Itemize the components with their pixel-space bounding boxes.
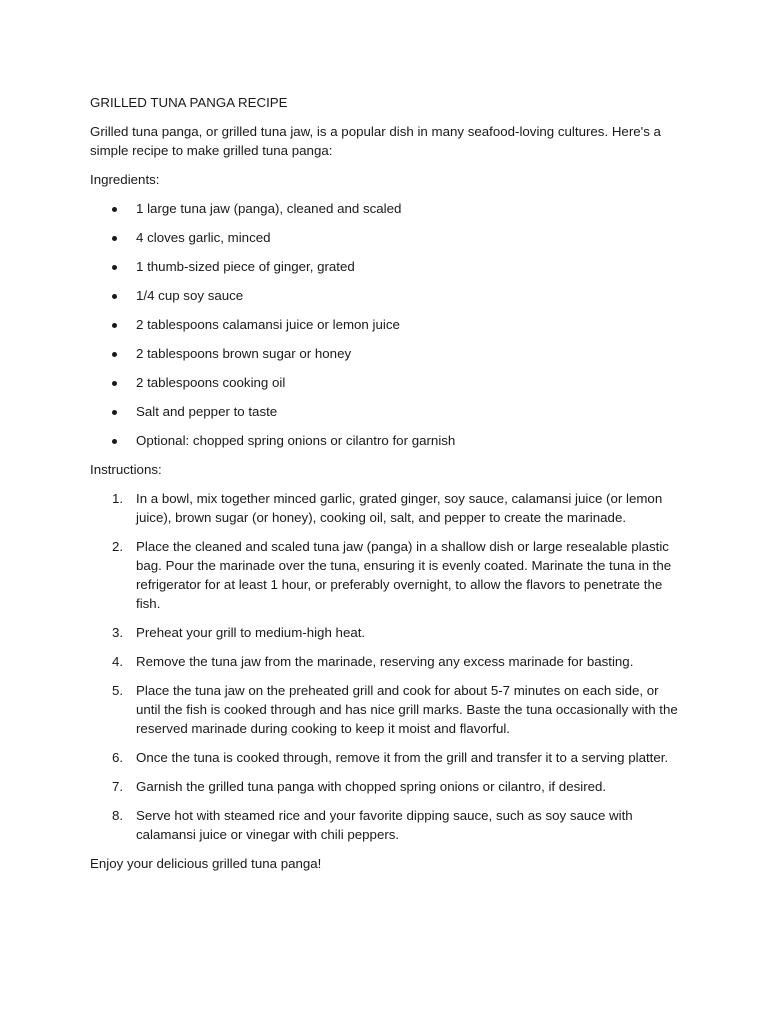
step-number: 6. bbox=[112, 750, 124, 765]
step-number: 4. bbox=[112, 654, 124, 669]
ingredient-item bbox=[90, 199, 668, 218]
bullet-icon bbox=[112, 323, 117, 328]
instruction-step bbox=[90, 748, 684, 767]
instruction-step bbox=[90, 537, 684, 613]
step-number: 8. bbox=[112, 808, 124, 823]
closing-line: Enjoy your delicious grilled tuna panga! bbox=[90, 856, 322, 871]
ingredient-text: 1 thumb-sized piece of ginger, grated bbox=[136, 259, 355, 274]
step-text: In a bowl, mix together minced garlic, grated ginger, soy sauce, calamansi juice (or lemon juice), brown sugar (or honey), cooking oil, salt, and pepper to create the marinade. bbox=[136, 491, 663, 525]
ingredient-item bbox=[90, 431, 668, 450]
ingredient-item bbox=[90, 257, 668, 276]
ingredient-text: 2 tablespoons calamansi juice or lemon juice bbox=[136, 317, 400, 332]
step-text: Place the tuna jaw on the preheated grill and cook for about 5-7 minutes on each side, or until the fish is cooked through and has nice grill marks. Baste the tuna occasionally with the reserved marinade during cooking to keep it moist and flavorful. bbox=[136, 683, 678, 736]
bullet-icon bbox=[112, 294, 117, 299]
bullet-icon bbox=[112, 381, 117, 386]
ingredient-text: 4 cloves garlic, minced bbox=[136, 230, 271, 245]
ingredient-text: Optional: chopped spring onions or cilantro for garnish bbox=[136, 433, 456, 448]
ingredient-item bbox=[90, 402, 668, 421]
step-number: 2. bbox=[112, 539, 124, 554]
ingredient-text: 2 tablespoons brown sugar or honey bbox=[136, 346, 352, 361]
step-number: 7. bbox=[112, 779, 124, 794]
instructions-heading: Instructions: bbox=[90, 462, 162, 477]
ingredient-text: 2 tablespoons cooking oil bbox=[136, 375, 286, 390]
bullet-icon bbox=[112, 265, 117, 270]
bullet-icon bbox=[112, 236, 117, 241]
step-text: Preheat your grill to medium-high heat. bbox=[136, 625, 366, 640]
step-text: Remove the tuna jaw from the marinade, reserving any excess marinade for basting. bbox=[136, 654, 634, 669]
document-title: GRILLED TUNA PANGA RECIPE bbox=[90, 95, 288, 110]
ingredient-item bbox=[90, 315, 668, 334]
instructions-list bbox=[90, 489, 678, 844]
step-text: Place the cleaned and scaled tuna jaw (panga) in a shallow dish or large resealable plastic bag. Pour the marinade over the tuna, ensuring it is evenly coated. Marinate the tuna in the refrigerator for at least 1 hour, or preferably overnight, to allow the flavors to penetrate the fish. bbox=[136, 539, 672, 611]
step-number: 1. bbox=[112, 491, 124, 506]
ingredient-item bbox=[90, 286, 668, 305]
step-text: Once the tuna is cooked through, remove it from the grill and transfer it to a serving platter. bbox=[136, 750, 669, 765]
ingredient-text: 1/4 cup soy sauce bbox=[136, 288, 244, 303]
step-text: Garnish the grilled tuna panga with chopped spring onions or cilantro, if desired. bbox=[136, 779, 607, 794]
bullet-icon bbox=[112, 207, 117, 212]
step-number: 3. bbox=[112, 625, 124, 640]
ingredients-heading: Ingredients: bbox=[90, 172, 160, 187]
ingredient-item bbox=[90, 344, 668, 363]
step-text: Serve hot with steamed rice and your favorite dipping sauce, such as soy sauce with calamansi juice or vinegar with chili peppers. bbox=[136, 808, 633, 842]
ingredient-item bbox=[90, 373, 668, 392]
instruction-step bbox=[90, 489, 684, 527]
intro-paragraph: Grilled tuna panga, or grilled tuna jaw, is a popular dish in many seafood-loving cultures. Here's a simple recipe to make grilled tuna panga: bbox=[90, 124, 661, 158]
bullet-icon bbox=[112, 410, 117, 415]
ingredient-text: 1 large tuna jaw (panga), cleaned and scaled bbox=[136, 201, 402, 216]
instruction-step bbox=[90, 681, 684, 738]
instruction-step bbox=[90, 777, 684, 796]
instruction-step bbox=[90, 623, 684, 642]
instruction-step bbox=[90, 652, 684, 671]
ingredient-item bbox=[90, 228, 668, 247]
ingredients-list bbox=[90, 199, 668, 450]
bullet-icon bbox=[112, 352, 117, 357]
bullet-icon bbox=[112, 439, 117, 444]
ingredient-text: Salt and pepper to taste bbox=[136, 404, 278, 419]
instruction-step bbox=[90, 806, 684, 844]
step-number: 5. bbox=[112, 683, 124, 698]
